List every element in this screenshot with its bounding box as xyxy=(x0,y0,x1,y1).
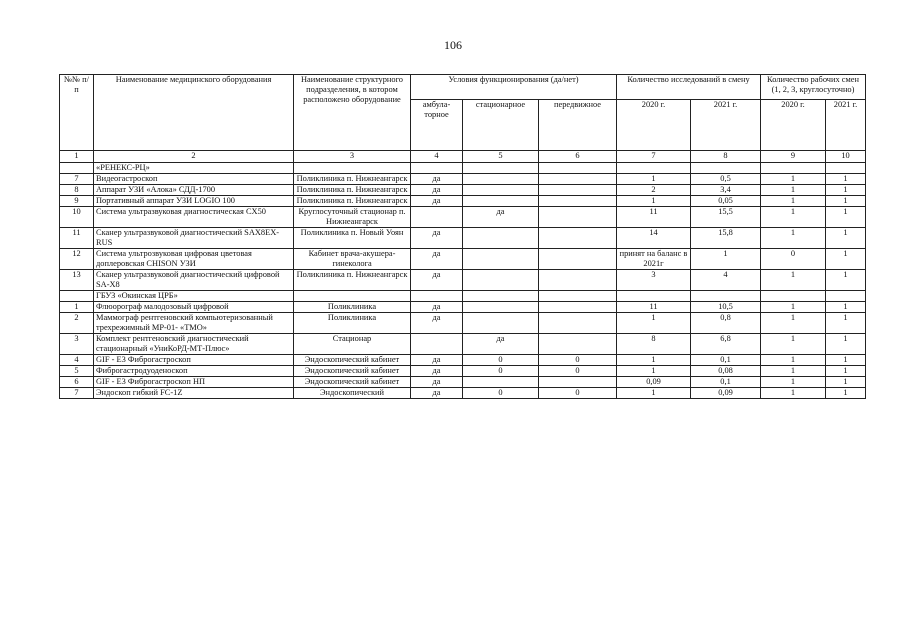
shifts-2020: 1 xyxy=(761,334,826,355)
condition-stationary: да xyxy=(463,207,539,228)
condition-stationary: да xyxy=(463,334,539,355)
condition-ambulatory: да xyxy=(411,249,463,270)
condition-mobile xyxy=(539,196,617,207)
section-title: ГБУЗ «Окинская ЦРБ» xyxy=(94,291,294,302)
condition-mobile xyxy=(539,377,617,388)
studies-2020: 8 xyxy=(617,334,691,355)
studies-2021: 4 xyxy=(691,270,761,291)
condition-ambulatory: да xyxy=(411,377,463,388)
studies-2021: 6,8 xyxy=(691,334,761,355)
column-number: 6 xyxy=(539,151,617,163)
condition-stationary xyxy=(463,196,539,207)
equipment-name: Видеогастроскоп xyxy=(94,174,294,185)
equipment-name: Аппарат УЗИ «Алока» СДД-1700 xyxy=(94,185,294,196)
department: Поликлиника п. Нижнеангарск xyxy=(294,185,411,196)
studies-2021 xyxy=(691,163,761,174)
shifts-2020: 1 xyxy=(761,228,826,249)
shifts-2021: 1 xyxy=(826,174,866,185)
shifts-2020 xyxy=(761,291,826,302)
department: Эндоскопический кабинет xyxy=(294,366,411,377)
shifts-2021: 1 xyxy=(826,313,866,334)
studies-2021: 10,5 xyxy=(691,302,761,313)
shifts-2020 xyxy=(761,163,826,174)
shifts-2020: 1 xyxy=(761,355,826,366)
table-row xyxy=(60,228,866,249)
studies-2021: 0,05 xyxy=(691,196,761,207)
studies-2020: принят на баланс в 2021г xyxy=(617,249,691,270)
shifts-2021: 1 xyxy=(826,249,866,270)
row-number xyxy=(60,163,94,174)
equipment-name: Система ультрозвуковая цифровая цветовая доплеровская CHISON УЗИ xyxy=(94,249,294,270)
studies-2020: 0,09 xyxy=(617,377,691,388)
row-number: 2 xyxy=(60,313,94,334)
table-row xyxy=(60,334,866,355)
header-studies-2021: 2021 г. xyxy=(691,100,761,151)
shifts-2021 xyxy=(826,291,866,302)
shifts-2021 xyxy=(826,163,866,174)
row-number: 5 xyxy=(60,366,94,377)
condition-stationary: 0 xyxy=(463,355,539,366)
condition-mobile xyxy=(539,302,617,313)
header-studies-2020: 2020 г. xyxy=(617,100,691,151)
table-row xyxy=(60,366,866,377)
condition-ambulatory xyxy=(411,334,463,355)
column-number: 3 xyxy=(294,151,411,163)
shifts-2020: 1 xyxy=(761,302,826,313)
column-number: 4 xyxy=(411,151,463,163)
shifts-2021: 1 xyxy=(826,334,866,355)
condition-mobile xyxy=(539,228,617,249)
row-number xyxy=(60,291,94,302)
studies-2021: 0,1 xyxy=(691,355,761,366)
row-number: 11 xyxy=(60,228,94,249)
row-number: 6 xyxy=(60,377,94,388)
studies-2020: 1 xyxy=(617,366,691,377)
shifts-2020: 1 xyxy=(761,377,826,388)
table-row xyxy=(60,388,866,399)
row-number: 8 xyxy=(60,185,94,196)
row-number: 3 xyxy=(60,334,94,355)
shifts-2020: 1 xyxy=(761,207,826,228)
condition-mobile xyxy=(539,334,617,355)
department: Поликлиника п. Нижнеангарск xyxy=(294,196,411,207)
condition-ambulatory: да xyxy=(411,302,463,313)
condition-ambulatory: да xyxy=(411,174,463,185)
condition-mobile: 0 xyxy=(539,366,617,377)
shifts-2020: 1 xyxy=(761,270,826,291)
condition-ambulatory: да xyxy=(411,313,463,334)
studies-2020: 3 xyxy=(617,270,691,291)
table-row xyxy=(60,207,866,228)
condition-ambulatory xyxy=(411,291,463,302)
shifts-2021: 1 xyxy=(826,185,866,196)
header-cond-mob: передвижное xyxy=(539,100,617,151)
studies-2021: 0,08 xyxy=(691,366,761,377)
studies-2021 xyxy=(691,291,761,302)
table-row xyxy=(60,377,866,388)
column-number: 10 xyxy=(826,151,866,163)
row-number: 10 xyxy=(60,207,94,228)
header-cond-amb: амбула-торное xyxy=(411,100,463,151)
column-number: 1 xyxy=(60,151,94,163)
condition-ambulatory: да xyxy=(411,196,463,207)
condition-stationary xyxy=(463,313,539,334)
condition-stationary xyxy=(463,249,539,270)
row-number: 4 xyxy=(60,355,94,366)
department xyxy=(294,163,411,174)
shifts-2021: 1 xyxy=(826,270,866,291)
row-number: 7 xyxy=(60,174,94,185)
shifts-2020: 1 xyxy=(761,196,826,207)
department: Поликлиника п. Новый Уоян xyxy=(294,228,411,249)
equipment-name: Портативный аппарат УЗИ LOGIO 100 xyxy=(94,196,294,207)
studies-2020: 11 xyxy=(617,302,691,313)
department: Поликлиника xyxy=(294,302,411,313)
equipment-name: Комплект рентгеновский диагностический стационарный «УниКоРД-МТ-Плюс» xyxy=(94,334,294,355)
equipment-name: Флюорограф малодозовый цифровой xyxy=(94,302,294,313)
equipment-name: Эндоскоп гибкий FC-1Z xyxy=(94,388,294,399)
condition-stationary xyxy=(463,377,539,388)
shifts-2021: 1 xyxy=(826,302,866,313)
shifts-2021: 1 xyxy=(826,207,866,228)
department: Круглосуточный стационар п. Нижнеангарск xyxy=(294,207,411,228)
studies-2020 xyxy=(617,163,691,174)
department xyxy=(294,291,411,302)
studies-2020: 1 xyxy=(617,313,691,334)
condition-mobile xyxy=(539,291,617,302)
header-shifts-2021: 2021 г. xyxy=(826,100,866,151)
table-row xyxy=(60,302,866,313)
row-number: 13 xyxy=(60,270,94,291)
shifts-2021: 1 xyxy=(826,355,866,366)
condition-stationary xyxy=(463,228,539,249)
condition-mobile xyxy=(539,207,617,228)
shifts-2020: 1 xyxy=(761,185,826,196)
equipment-name: GIF - E3 Фиброгастроскоп НП xyxy=(94,377,294,388)
equipment-name: Система ультразвуковая диагностическая CX50 xyxy=(94,207,294,228)
condition-mobile xyxy=(539,174,617,185)
studies-2021: 3,4 xyxy=(691,185,761,196)
shifts-2020: 1 xyxy=(761,313,826,334)
studies-2020: 1 xyxy=(617,388,691,399)
table-row xyxy=(60,174,866,185)
shifts-2021: 1 xyxy=(826,366,866,377)
equipment-table xyxy=(59,74,866,399)
section-title: «РЕНЕКС-РЦ» xyxy=(94,163,294,174)
condition-ambulatory: да xyxy=(411,366,463,377)
condition-ambulatory: да xyxy=(411,228,463,249)
condition-mobile xyxy=(539,163,617,174)
studies-2021: 0,09 xyxy=(691,388,761,399)
department: Эндоскопический xyxy=(294,388,411,399)
condition-ambulatory: да xyxy=(411,388,463,399)
condition-stationary: 0 xyxy=(463,388,539,399)
studies-2020: 1 xyxy=(617,355,691,366)
column-number: 9 xyxy=(761,151,826,163)
header-studies: Количество исследований в смену xyxy=(617,75,761,100)
department: Эндоскопический кабинет xyxy=(294,377,411,388)
condition-ambulatory: да xyxy=(411,270,463,291)
department: Поликлиника п. Нижнеангарск xyxy=(294,270,411,291)
header-name: Наименование медицинского оборудования xyxy=(94,75,294,151)
equipment-name: Маммограф рентгеновский компьютеризованный трехрежимный МР-01- «ТМО» xyxy=(94,313,294,334)
table-header xyxy=(60,75,866,163)
shifts-2020: 1 xyxy=(761,366,826,377)
department: Стационар xyxy=(294,334,411,355)
studies-2021: 15,5 xyxy=(691,207,761,228)
shifts-2020: 1 xyxy=(761,174,826,185)
department: Поликлиника xyxy=(294,313,411,334)
section-row xyxy=(60,163,866,174)
column-number: 8 xyxy=(691,151,761,163)
condition-stationary xyxy=(463,302,539,313)
department: Поликлиника п. Нижнеангарск xyxy=(294,174,411,185)
equipment-name: Сканер ультразвуковой диагностический цифровой SA-X8 xyxy=(94,270,294,291)
shifts-2021: 1 xyxy=(826,388,866,399)
table-row xyxy=(60,185,866,196)
table-row xyxy=(60,270,866,291)
shifts-2021: 1 xyxy=(826,228,866,249)
condition-stationary xyxy=(463,185,539,196)
condition-stationary: 0 xyxy=(463,366,539,377)
row-number: 7 xyxy=(60,388,94,399)
column-number: 2 xyxy=(94,151,294,163)
studies-2020 xyxy=(617,291,691,302)
equipment-name: GIF - E3 Фиброгастроскоп xyxy=(94,355,294,366)
column-number-row xyxy=(60,151,866,163)
shifts-2021: 1 xyxy=(826,377,866,388)
page-number: 106 xyxy=(444,38,462,52)
studies-2020: 1 xyxy=(617,196,691,207)
studies-2021: 1 xyxy=(691,249,761,270)
equipment-name: Фиброгастродуоденоскоп xyxy=(94,366,294,377)
shifts-2021: 1 xyxy=(826,196,866,207)
section-row xyxy=(60,291,866,302)
condition-mobile: 0 xyxy=(539,355,617,366)
condition-mobile: 0 xyxy=(539,388,617,399)
studies-2021: 0,8 xyxy=(691,313,761,334)
header-shifts-2020: 2020 г. xyxy=(761,100,826,151)
header-dept: Наименование структурного подразделения, в котором расположено оборудование xyxy=(294,75,411,151)
header-conditions: Условия функционирования (да/нет) xyxy=(411,75,617,100)
condition-stationary xyxy=(463,174,539,185)
studies-2020: 11 xyxy=(617,207,691,228)
header-shifts: Количество рабочих смен (1, 2, 3, круглосуточно) xyxy=(761,75,866,100)
row-number: 9 xyxy=(60,196,94,207)
studies-2021: 15,8 xyxy=(691,228,761,249)
row-number: 12 xyxy=(60,249,94,270)
department: Эндоскопический кабинет xyxy=(294,355,411,366)
studies-2021: 0,5 xyxy=(691,174,761,185)
condition-mobile xyxy=(539,270,617,291)
table-row xyxy=(60,355,866,366)
studies-2020: 1 xyxy=(617,174,691,185)
studies-2021: 0,1 xyxy=(691,377,761,388)
header-cond-stat: стационарное xyxy=(463,100,539,151)
column-number: 5 xyxy=(463,151,539,163)
department: Кабинет врача-акушера-гинеколога xyxy=(294,249,411,270)
shifts-2020: 0 xyxy=(761,249,826,270)
table-row xyxy=(60,313,866,334)
row-number: 1 xyxy=(60,302,94,313)
shifts-2020: 1 xyxy=(761,388,826,399)
condition-mobile xyxy=(539,313,617,334)
header-num: №№ п/п xyxy=(60,75,94,151)
table-row xyxy=(60,249,866,270)
studies-2020: 2 xyxy=(617,185,691,196)
condition-ambulatory xyxy=(411,163,463,174)
condition-ambulatory xyxy=(411,207,463,228)
studies-2020: 14 xyxy=(617,228,691,249)
condition-mobile xyxy=(539,185,617,196)
table-body xyxy=(60,163,866,399)
equipment-name: Сканер ультразвуковой диагностический SAX8EX-RUS xyxy=(94,228,294,249)
condition-stationary xyxy=(463,291,539,302)
condition-ambulatory: да xyxy=(411,355,463,366)
condition-mobile xyxy=(539,249,617,270)
condition-stationary xyxy=(463,270,539,291)
condition-stationary xyxy=(463,163,539,174)
column-number: 7 xyxy=(617,151,691,163)
table-row xyxy=(60,196,866,207)
condition-ambulatory: да xyxy=(411,185,463,196)
